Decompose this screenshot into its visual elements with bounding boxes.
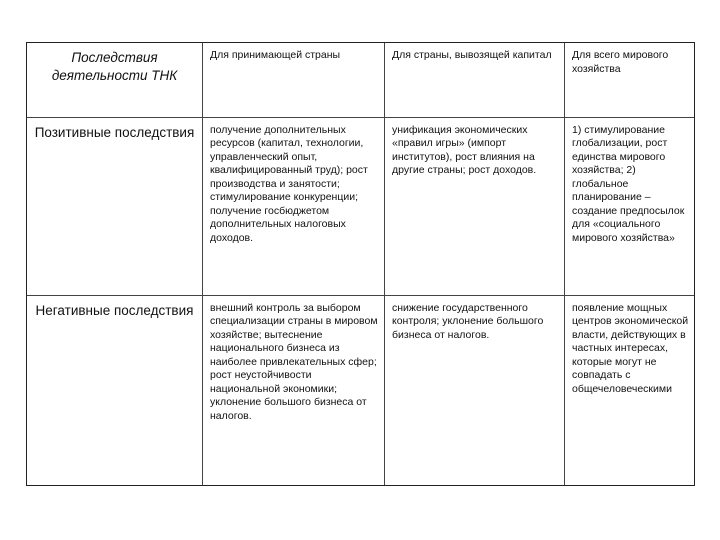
cell-negative-exporter: снижение государственного контроля; уклонение большого бизнеса от налогов. [385,295,565,485]
header-consequences: Последствия деятельности ТНК [27,43,203,117]
row-label-positive: Позитивные последствия [27,117,203,295]
header-host-country: Для принимающей страны [203,43,385,117]
cell-negative-world: появление мощных центров экономической власти, действующих в частных интересах, которые могут не совпадать с общечеловеческими [565,295,695,485]
header-exporting-country: Для страны, вывозящей капитал [385,43,565,117]
cell-negative-host: внешний контроль за выбором специализации страны в мировом хозяйстве; вытеснение национального бизнеса из наиболее привлекательных сфер; рост неустойчивости национальной экономики; уклонение большого бизнеса от налогов. [203,295,385,485]
cell-positive-host: получение дополнительных ресурсов (капитал, технологии, управленческий опыт, квалифицированный труд); рост производства и занятости; стимулирование конкуренции; получение госбюджетом дополнительных налоговых доходов. [203,117,385,295]
table-row-negative [27,295,694,485]
cell-positive-exporter: унификация экономических «правил игры» (импорт институтов), рост влияния на другие страны; рост доходов. [385,117,565,295]
table-header-row [27,43,694,117]
table [27,43,694,485]
tnk-consequences-table [26,42,695,486]
row-label-negative: Негативные последствия [27,295,203,485]
header-world-economy: Для всего мирового хозяйства [565,43,695,117]
cell-positive-world: 1) стимулирование глобализации, рост единства мирового хозяйства; 2) глобальное планирование – создание предпосылок для «социального мирового хозяйства» [565,117,695,295]
table-row-positive [27,117,694,295]
